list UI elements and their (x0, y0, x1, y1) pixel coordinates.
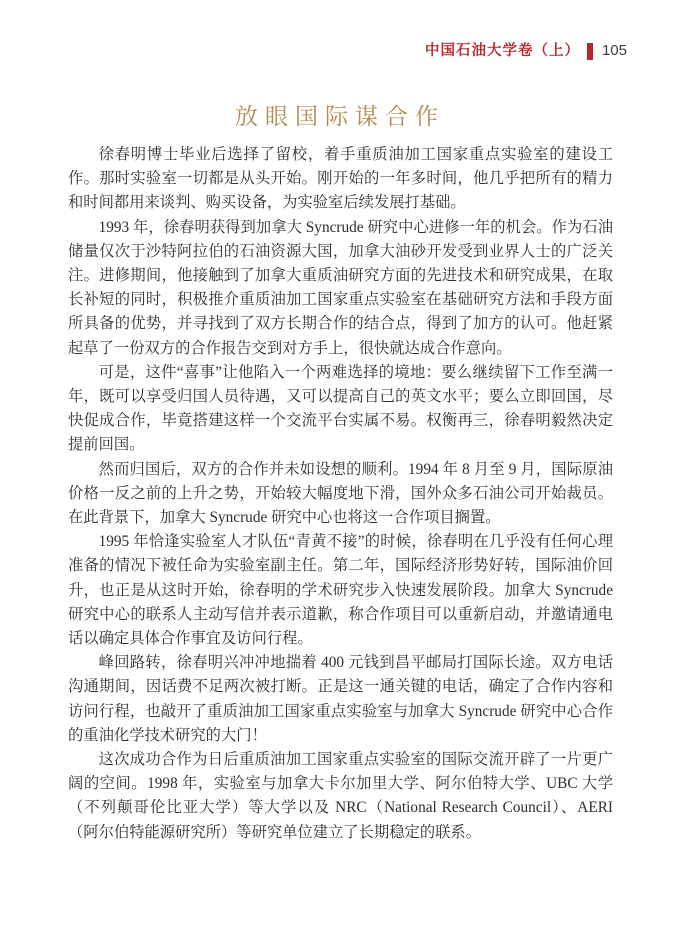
paragraph: 可是，这件“喜事”让他陷入一个两难选择的境地：要么继续留下工作至满一年，既可以享受归国人员待遇，又可以提高自己的英文水平；要么立即回国，尽快促成合作，毕竟搭建这样一个交流平台实属不易。权衡再三，徐春明毅然决定提前回国。 (68, 363, 613, 454)
paragraph: 峰回路转，徐春明兴冲冲地揣着 400 元钱到昌平邮局打国际长途。双方电话沟通期间，因话费不足两次被打断。正是这一通关键的电话，确定了合作内容和访问行程，也敲开了重质油加工国家重点实验室与加拿大 Syncrude 研究中心合作的重油化学技术研究的大门！ (68, 654, 613, 744)
page-number: 105 (601, 42, 627, 59)
paragraph: 1995 年恰逢实验室人才队伍“青黄不接”的时候，徐春明在几乎没有任何心理准备的情况下被任命为实验室副主任。第二年，国际经济形势好转，国际油价回升，也正是从这时开始，徐春明的学术研究步入快速发展阶段。加拿大 Syncrude 研究中心的联系人主动写信并表示道歉，称合作项目可以重新启动，并邀请通电话以确定具体合作事宜及访问行程。 (68, 533, 613, 648)
running-header (425, 40, 627, 62)
paragraph: 这次成功合作为日后重质油加工国家重点实验室的国际交流开辟了一片更广阔的空间。1998 年，实验室与加拿大卡尔加里大学、阿尔伯特大学、UBC 大学（不列颠哥伦比亚大学）等大学以及 NRC（National Research Council）、AERI（阿尔伯特能源研究所）等研究单位建立了长期稳定的联系。 (68, 751, 613, 841)
paragraph: 然而归国后，双方的合作并未如设想的顺利。1994 年 8 月至 9 月，国际原油价格一反之前的上升之势，开始较大幅度地下滑，国外众多石油公司开始裁员。在此背景下，加拿大 Syncrude 研究中心也将这一合作项目搁置。 (68, 460, 613, 527)
paragraph: 徐春明博士毕业后选择了留校，着手重质油加工国家重点实验室的建设工作。那时实验室一切都是从头开始。刚开始的一年多时间，他几乎把所有的精力和时间都用来谈判、购买设备，为实验室后续发展打基础。 (68, 146, 613, 212)
body-text (68, 143, 613, 845)
paragraph: 1993 年，徐春明获得到加拿大 Syncrude 研究中心进修一年的机会。作为石油储量仅次于沙特阿拉伯的石油资源大国，加拿大油砂开发受到业界人士的广泛关注。进修期间，他接触到了加拿大重质油研究方面的先进技术和研究成果，在取长补短的同时，积极推介重质油加工国家重点实验室在基础研究方法和手段方面所具备的优势，并寻找到了双方长期合作的结合点，得到了加方的认可。他赶紧起草了一份双方的合作报告交到对方手上，很快就达成合作意向。 (68, 218, 613, 357)
volume-title: 中国石油大学卷（上） (424, 43, 580, 59)
page-number-divider (587, 43, 593, 60)
chapter-title: 放眼国际谋合作 (235, 104, 445, 129)
